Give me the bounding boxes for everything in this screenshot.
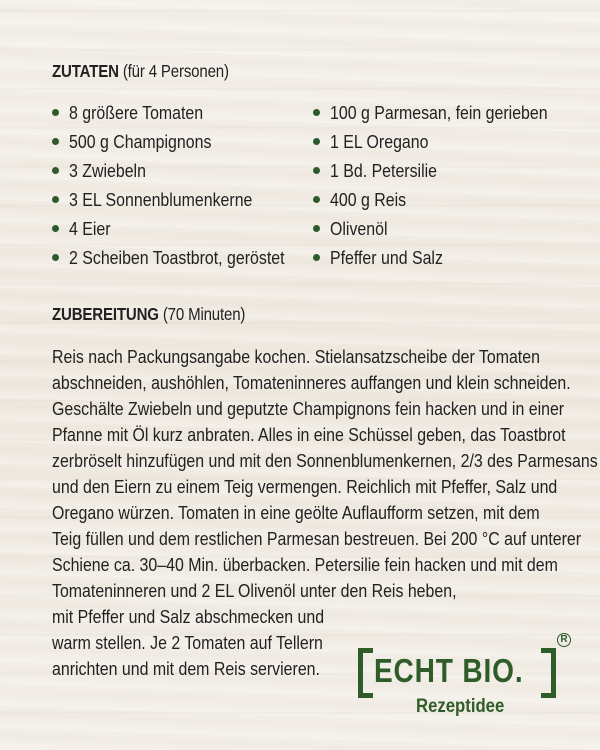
preparation-line: Geschälte Zwiebeln und geputzte Champignons fein hacken und in einer — [52, 398, 565, 419]
preparation-line: und den Eiern zu einem Teig vermengen. Reichlich mit Pfeffer, Salz und — [52, 476, 558, 497]
logo-bracket-frame — [358, 648, 556, 694]
preparation-duration-note: (70 Minuten) — [162, 304, 246, 324]
bullet-icon — [313, 138, 320, 145]
bullet-icon — [313, 254, 320, 261]
bullet-icon — [52, 254, 59, 261]
preparation-line: Schiene ca. 30–40 Min. überbacken. Petersilie fein hacken und mit dem — [52, 554, 558, 575]
preparation-line: abschneiden, aushöhlen, Tomateninneres auffangen und klein schneiden. — [52, 372, 571, 393]
ingredients-title: ZUTATEN — [52, 61, 119, 81]
ingredient-item: 4 Eier — [52, 214, 320, 243]
bullet-icon — [313, 109, 320, 116]
ingredient-item: Pfeffer und Salz — [313, 243, 583, 272]
preparation-heading — [52, 304, 245, 325]
preparation-line: Tomateninneren und 2 EL Olivenöl unter den Reis heben, — [52, 580, 457, 601]
ingredient-item: 2 Scheiben Toastbrot, geröstet — [52, 243, 320, 272]
ingredient-item: 400 g Reis — [313, 185, 583, 214]
preparation-line: anrichten und mit dem Reis servieren. — [52, 658, 320, 679]
preparation-line: Reis nach Packungsangabe kochen. Stielansatzscheibe der Tomaten — [52, 346, 540, 367]
bullet-icon — [313, 167, 320, 174]
ingredients-heading — [52, 61, 229, 82]
ingredients-servings-note: (für 4 Personen) — [122, 61, 229, 81]
preparation-line: mit Pfeffer und Salz abschmecken und — [52, 606, 325, 627]
ingredient-item: Olivenöl — [313, 214, 583, 243]
ingredient-item: 500 g Champignons — [52, 127, 320, 156]
logo-brand-text: ECHT BIO. — [374, 652, 524, 689]
ingredient-item: 100 g Parmesan, fein gerieben — [313, 98, 583, 127]
preparation-title: ZUBEREITUNG — [52, 304, 159, 324]
preparation-line: zerbröselt hinzufügen und mit den Sonnenblumenkernen, 2/3 des Parmesans — [52, 450, 598, 471]
logo-tagline: Rezeptidee — [416, 696, 505, 717]
ingredient-item: 1 Bd. Petersilie — [313, 156, 583, 185]
ingredient-item: 3 Zwiebeln — [52, 156, 320, 185]
ingredient-item: 3 EL Sonnenblumenkerne — [52, 185, 320, 214]
bullet-icon — [52, 138, 59, 145]
ingredient-item: 1 EL Oregano — [313, 127, 583, 156]
preparation-line: Teig füllen und dem restlichen Parmesan bestreuen. Bei 200 °C auf unterer — [52, 528, 582, 549]
echt-bio-logo — [358, 632, 573, 722]
ingredient-list-left — [52, 98, 320, 272]
registered-trademark-icon: R — [557, 633, 571, 647]
bullet-icon — [52, 109, 59, 116]
preparation-line: warm stellen. Je 2 Tomaten auf Tellern — [52, 632, 323, 653]
bullet-icon — [52, 167, 59, 174]
ingredient-list-right — [313, 98, 583, 272]
bullet-icon — [313, 196, 320, 203]
left-bracket-icon — [358, 648, 373, 698]
right-bracket-icon — [541, 648, 556, 698]
bullet-icon — [52, 196, 59, 203]
preparation-line: Oregano würzen. Tomaten in eine geölte Auflaufform setzen, mit dem — [52, 502, 540, 523]
preparation-line: Pfanne mit Öl kurz anbraten. Alles in eine Schüssel geben, das Toastbrot — [52, 424, 566, 445]
ingredient-item: 8 größere Tomaten — [52, 98, 320, 127]
bullet-icon — [52, 225, 59, 232]
bullet-icon — [313, 225, 320, 232]
